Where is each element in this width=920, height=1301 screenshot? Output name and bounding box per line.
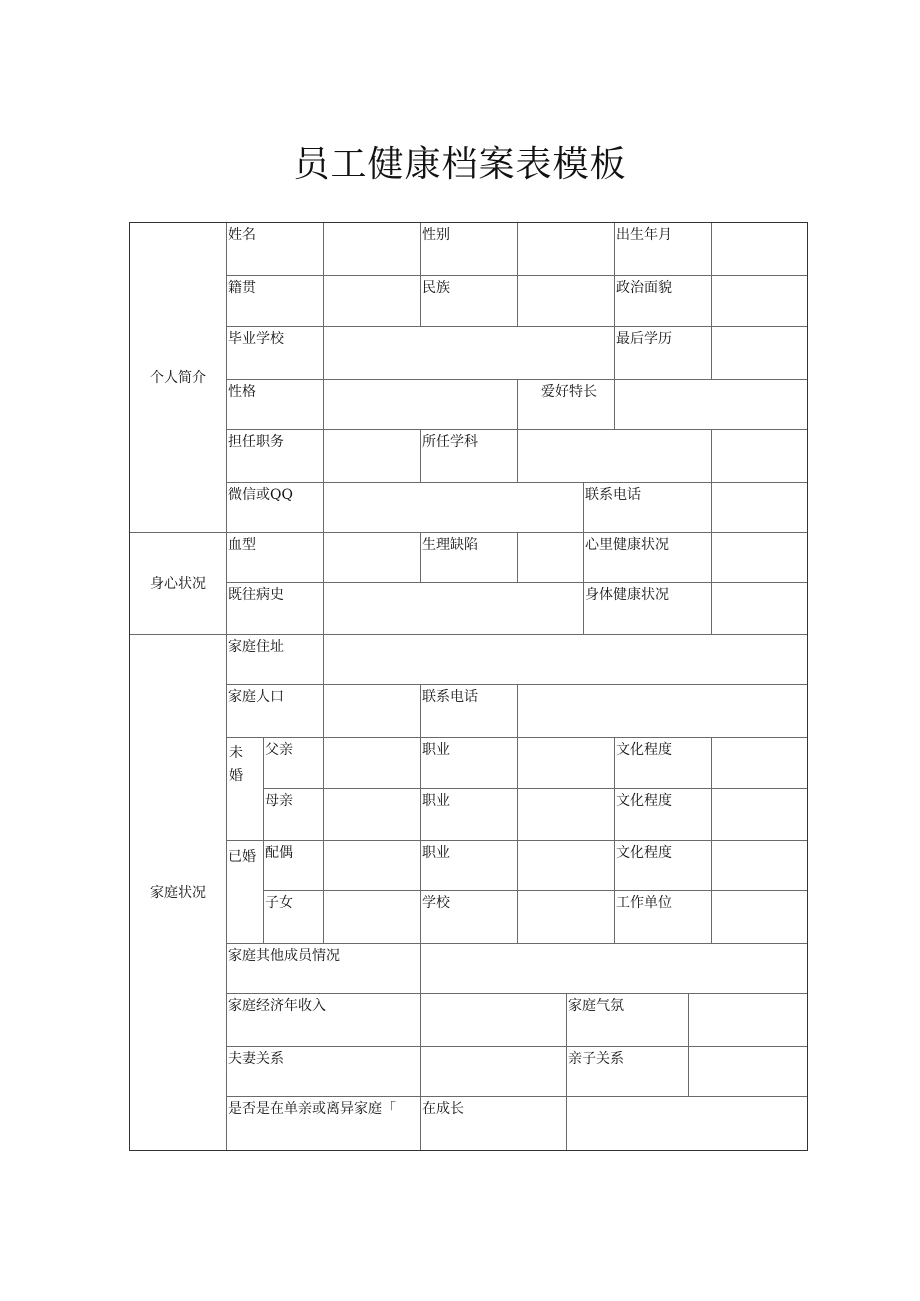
field-personality[interactable] (323, 379, 518, 430)
field-children[interactable] (323, 890, 421, 944)
field-occupation-spouse[interactable] (517, 840, 615, 891)
field-blood-type[interactable] (323, 532, 421, 583)
label-occupation-spouse: 职业 (420, 840, 518, 891)
label-subject: 所任学科 (420, 429, 518, 483)
field-spouse-relation[interactable] (420, 1046, 567, 1097)
label-father: 父亲 (263, 737, 324, 789)
field-political-status[interactable] (711, 275, 808, 327)
label-spouse: 配偶 (263, 840, 324, 891)
field-phone[interactable] (711, 482, 808, 533)
label-education: 最后学历 (614, 326, 712, 380)
label-annual-income: 家庭经济年收入 (226, 993, 421, 1047)
field-other-members[interactable] (420, 943, 808, 994)
field-physical-health[interactable] (711, 582, 808, 635)
field-mother[interactable] (323, 788, 421, 841)
field-subject-extra[interactable] (711, 429, 808, 483)
field-edu-father[interactable] (711, 737, 808, 789)
label-physical-defect: 生理缺陷 (420, 532, 518, 583)
field-education[interactable] (711, 326, 808, 380)
label-birth: 出生年月 (614, 222, 712, 276)
field-father[interactable] (323, 737, 421, 789)
label-children: 子女 (263, 890, 324, 944)
field-occupation-mother[interactable] (517, 788, 615, 841)
field-edu-mother[interactable] (711, 788, 808, 841)
label-work-unit: 工作单位 (614, 890, 712, 944)
field-child-school[interactable] (517, 890, 615, 944)
field-work-unit[interactable] (711, 890, 808, 944)
field-gender[interactable] (517, 222, 615, 276)
field-name[interactable] (323, 222, 421, 276)
field-household[interactable] (323, 684, 421, 738)
label-political-status: 政治面貌 (614, 275, 712, 327)
label-ethnicity: 民族 (420, 275, 518, 327)
label-phone: 联系电话 (583, 482, 712, 533)
field-birth[interactable] (711, 222, 808, 276)
label-home-address: 家庭住址 (226, 634, 324, 685)
label-child-school: 学校 (420, 890, 518, 944)
field-mental-health[interactable] (711, 532, 808, 583)
section-personal: 个人简介 (129, 222, 227, 533)
label-personality: 性格 (226, 379, 324, 430)
label-atmosphere: 家庭气氛 (566, 993, 689, 1047)
label-single-parent: 是否是在单亲或离异家庭「 (226, 1096, 421, 1151)
label-parent-child-relation: 亲子关系 (566, 1046, 689, 1097)
field-edu-spouse[interactable] (711, 840, 808, 891)
label-occupation-mother: 职业 (420, 788, 518, 841)
label-unmarried: 未婚 (226, 737, 264, 841)
field-hobbies[interactable] (614, 379, 808, 430)
label-spouse-relation: 夫妻关系 (226, 1046, 421, 1097)
label-household: 家庭人口 (226, 684, 324, 738)
field-occupation-father[interactable] (517, 737, 615, 789)
field-ethnicity[interactable] (517, 275, 615, 327)
section-health: 身心状况 (129, 532, 227, 635)
section-family: 家庭状况 (129, 634, 227, 1151)
field-native-place[interactable] (323, 275, 421, 327)
label-position: 担任职务 (226, 429, 324, 483)
label-other-members: 家庭其他成员情况 (226, 943, 421, 994)
label-native-place: 籍贯 (226, 275, 324, 327)
field-spouse[interactable] (323, 840, 421, 891)
label-edu-father: 文化程度 (614, 737, 712, 789)
health-record-form (129, 222, 808, 1151)
label-hobbies: 爱好特长 (517, 379, 615, 430)
field-single-parent[interactable] (566, 1096, 808, 1151)
field-home-address[interactable] (323, 634, 808, 685)
field-parent-child-relation[interactable] (688, 1046, 808, 1097)
field-atmosphere[interactable] (688, 993, 808, 1047)
label-blood-type: 血型 (226, 532, 324, 583)
field-wechat[interactable] (323, 482, 584, 533)
field-subject[interactable] (517, 429, 712, 483)
field-family-phone[interactable] (517, 684, 808, 738)
field-medical-history[interactable] (323, 582, 584, 635)
field-physical-defect[interactable] (517, 532, 584, 583)
label-gender: 性别 (420, 222, 518, 276)
label-mother: 母亲 (263, 788, 324, 841)
label-occupation-father: 职业 (420, 737, 518, 789)
label-married: 已婚 (226, 840, 264, 944)
label-mental-health: 心里健康状况 (583, 532, 712, 583)
label-medical-history: 既往病史 (226, 582, 324, 635)
label-edu-mother: 文化程度 (614, 788, 712, 841)
label-name: 姓名 (226, 222, 324, 276)
page-title: 员工健康档案表模板 (293, 144, 627, 185)
field-position[interactable] (323, 429, 421, 483)
label-edu-spouse: 文化程度 (614, 840, 712, 891)
field-annual-income[interactable] (420, 993, 567, 1047)
label-school: 毕业学校 (226, 326, 324, 380)
label-family-phone: 联系电话 (420, 684, 518, 738)
field-school[interactable] (323, 326, 615, 380)
label-physical-health: 身体健康状况 (583, 582, 712, 635)
label-wechat: 微信或QQ (226, 482, 324, 533)
label-grow-up: 在成长 (420, 1096, 567, 1151)
